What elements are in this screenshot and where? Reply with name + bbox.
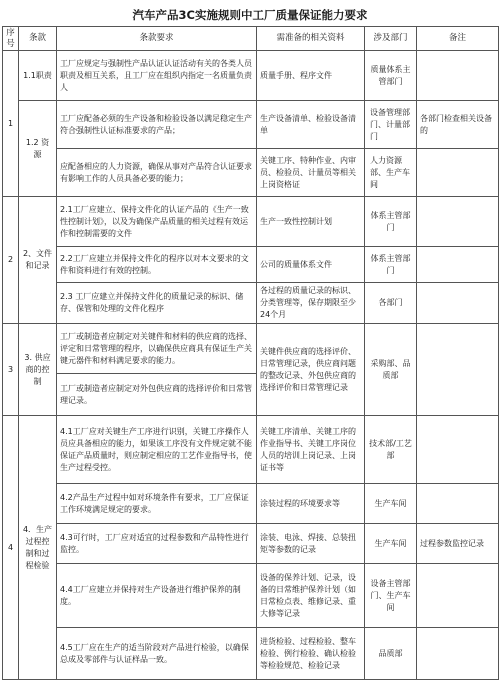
clause-cell: 4．生产过程控制和过程检验 [19, 416, 57, 680]
table-row [3, 101, 499, 149]
documents-cell: 设备的保养计划、记录，设备的日常维护保养计划（如日常检点表、维修记录、重大修等记录 [257, 564, 365, 628]
department-cell: 技术部/工艺部 [365, 416, 417, 484]
department-cell: 采购部、品质部 [365, 324, 417, 416]
table-row [3, 247, 499, 283]
row-number: 4 [3, 416, 19, 680]
clause-cell: 3. 供应商的控制 [19, 324, 57, 416]
clause-cell: 1.1职责 [19, 51, 57, 101]
table-row [3, 484, 499, 524]
table-row [3, 628, 499, 680]
note-cell [417, 416, 499, 484]
documents-cell: 质量手册、程序文件 [257, 51, 365, 101]
table-row [3, 149, 499, 197]
documents-cell: 关键工序、特种作业、内审员、检验员、计量员等相关上岗资格证 [257, 149, 365, 197]
note-cell [417, 324, 499, 416]
header-requirement: 条款要求 [57, 27, 257, 51]
header-note: 备注 [417, 27, 499, 51]
requirement-cell: 工厂或制造者应制定对关键件和材料的供应商的选择、评定和日常管理的程序，以确保供应商具有保证生产关键元器件和材料满足要求的能力。 [57, 324, 257, 374]
requirement-cell: 4.5工厂应在生产的适当阶段对产品进行检验，以确保总成及零部件与认证样品一致。 [57, 628, 257, 680]
department-cell: 质量体系主管部门 [365, 51, 417, 101]
requirement-cell: 4.3可行时，工厂应对适宜的过程参数和产品特性进行监控。 [57, 524, 257, 564]
documents-cell: 关键工序清单、关键工序的作业指导书、关键工序岗位人员的培训上岗记录、上岗证书等 [257, 416, 365, 484]
header-no: 序号 [3, 27, 19, 51]
table-header-row [3, 27, 499, 51]
requirement-cell: 应配备相应的人力资源，确保从事对产品符合认证要求有影响工作的人员具备必要的能力； [57, 149, 257, 197]
documents-cell: 生产一致性控制计划 [257, 197, 365, 247]
department-cell: 体系主管部门 [365, 197, 417, 247]
note-cell [417, 283, 499, 324]
table-row [3, 416, 499, 484]
department-cell: 体系主管部门 [365, 247, 417, 283]
note-cell [417, 149, 499, 197]
requirements-table [2, 26, 499, 680]
department-cell: 生产车间 [365, 484, 417, 524]
requirement-cell: 2.1工厂应建立、保持文件化的认证产品的《生产一致性控制计划》，以及为确保产品质量的相关过程有效运作和控制需要的文件 [57, 197, 257, 247]
table-row [3, 283, 499, 324]
header-department: 涉及部门 [365, 27, 417, 51]
row-number: 2 [3, 197, 19, 324]
requirement-cell: 工厂或制造者应制定对外包供应商的选择评价和日常管理记录。 [57, 374, 257, 416]
requirement-cell: 4.2产品生产过程中如对环境条件有要求，工厂应保证工作环境满足规定的要求。 [57, 484, 257, 524]
note-cell [417, 484, 499, 524]
documents-cell: 公司的质量体系文件 [257, 247, 365, 283]
document-title: 汽车产品3C实施规则中工厂质量保证能力要求 [132, 8, 368, 22]
documents-cell: 进货检验、过程检验、整车检验、例行检验、确认检验等检验规范、检验记录 [257, 628, 365, 680]
documents-cell: 关键件供应商的选择评价、日常管理记录，供应商问题的整改记录、外包供应商的选择评价和日常管理记录 [257, 324, 365, 416]
department-cell: 各部门 [365, 283, 417, 324]
note-cell: 各部门检查相关设备的 [417, 101, 499, 149]
note-cell: 过程参数监控记录 [417, 524, 499, 564]
documents-cell: 涂装、电泳、焊接、总装扭矩等参数的记录 [257, 524, 365, 564]
requirement-cell: 2.3 工厂应建立并保持文件化的质量记录的标识、储存、保管和处理的文件化程序 [57, 283, 257, 324]
department-cell: 品质部 [365, 628, 417, 680]
documents-cell: 各过程的质量记录的标识、分类管理等，保存期限至少24个月 [257, 283, 365, 324]
requirement-cell: 工厂应规定与强制性产品认证认证活动有关的各类人员职责及相互关系，且工厂应在组织内指定一名质量负责人 [57, 51, 257, 101]
department-cell: 人力资源部、生产车间 [365, 149, 417, 197]
table-row [3, 564, 499, 628]
table-row [3, 324, 499, 374]
documents-cell: 生产设备清单、检验设备清单 [257, 101, 365, 149]
row-number: 1 [3, 51, 19, 197]
table-row [3, 197, 499, 247]
department-cell: 设备管理部门、计量部门 [365, 101, 417, 149]
table-row [3, 524, 499, 564]
note-cell [417, 51, 499, 101]
clause-cell: 1.2 资源 [19, 101, 57, 197]
table-row [3, 51, 499, 101]
note-cell [417, 197, 499, 247]
documents-cell: 涂装过程的环境要求等 [257, 484, 365, 524]
note-cell [417, 247, 499, 283]
department-cell: 生产车间 [365, 524, 417, 564]
clause-cell: 2、文件和记录 [19, 197, 57, 324]
requirement-cell: 工厂应配备必须的生产设备和检验设备以满足稳定生产符合强制性认证标准要求的产品； [57, 101, 257, 149]
header-documents: 需准备的相关资料 [257, 27, 365, 51]
note-cell [417, 564, 499, 628]
requirement-cell: 4.1工厂应对关键生产工序进行识别，关键工序操作人员应具备相应的能力，如果该工序没有文件规定就不能保证产品质量时，则应制定相应的工艺作业指导书，使生产过程受控。 [57, 416, 257, 484]
header-clause: 条款 [19, 27, 57, 51]
requirement-cell: 4.4工厂应建立并保持对生产设备进行维护保养的制度。 [57, 564, 257, 628]
row-number: 3 [3, 324, 19, 416]
requirement-cell: 2.2工厂应建立并保持文件化的程序以对本文要求的文件和资料进行有效的控制。 [57, 247, 257, 283]
note-cell [417, 628, 499, 680]
department-cell: 设备主管部门、生产车间 [365, 564, 417, 628]
